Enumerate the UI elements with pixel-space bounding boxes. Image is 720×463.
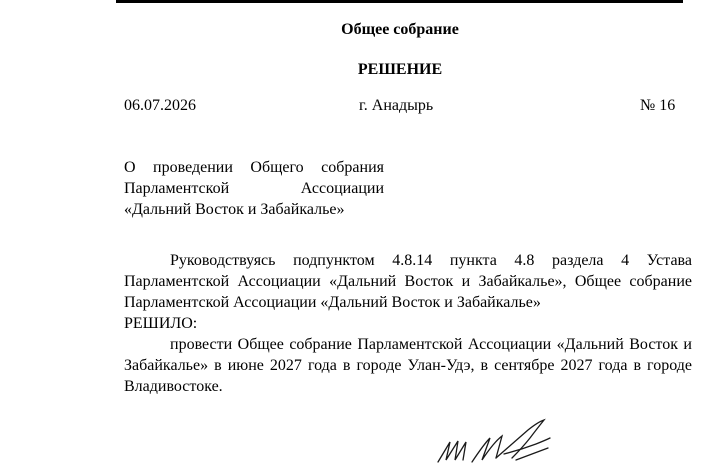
- subject-line: О проведении Общего собрания: [124, 159, 384, 176]
- subject-line: Парламентской Ассоциации: [124, 180, 384, 197]
- decision-paragraph: провести Общее собрание Парламентской Ассоциации «Дальний Восток и Забайкалье» в июне 2027 года в городе Улан-Удэ, в сентябре 2027 года в городе Владивостоке.: [124, 336, 692, 395]
- preamble-paragraph: Руководствуясь подпунктом 4.8.14 пункта 4.8 раздела 4 Устава Парламентской Ассоциации «Дальний Восток и Забайкалье», Общее собрание Парламентской Ассоциации «Дальний Восток и Забайкалье»: [124, 252, 692, 311]
- document-subject: [124, 157, 384, 220]
- document-number: № 16: [640, 97, 676, 114]
- top-border-line: [116, 0, 683, 3]
- document-date: 06.07.2026: [124, 97, 196, 114]
- issuing-body-title: Общее собрание: [341, 21, 459, 38]
- resolved-label: РЕШИЛО:: [124, 315, 198, 332]
- signature-image: [432, 414, 562, 463]
- subject-line: «Дальний Восток и Забайкалье»: [124, 201, 345, 218]
- document-type-heading: РЕШЕНИЕ: [357, 61, 443, 78]
- document-body: [124, 250, 692, 397]
- document-place: г. Анадырь: [359, 97, 434, 114]
